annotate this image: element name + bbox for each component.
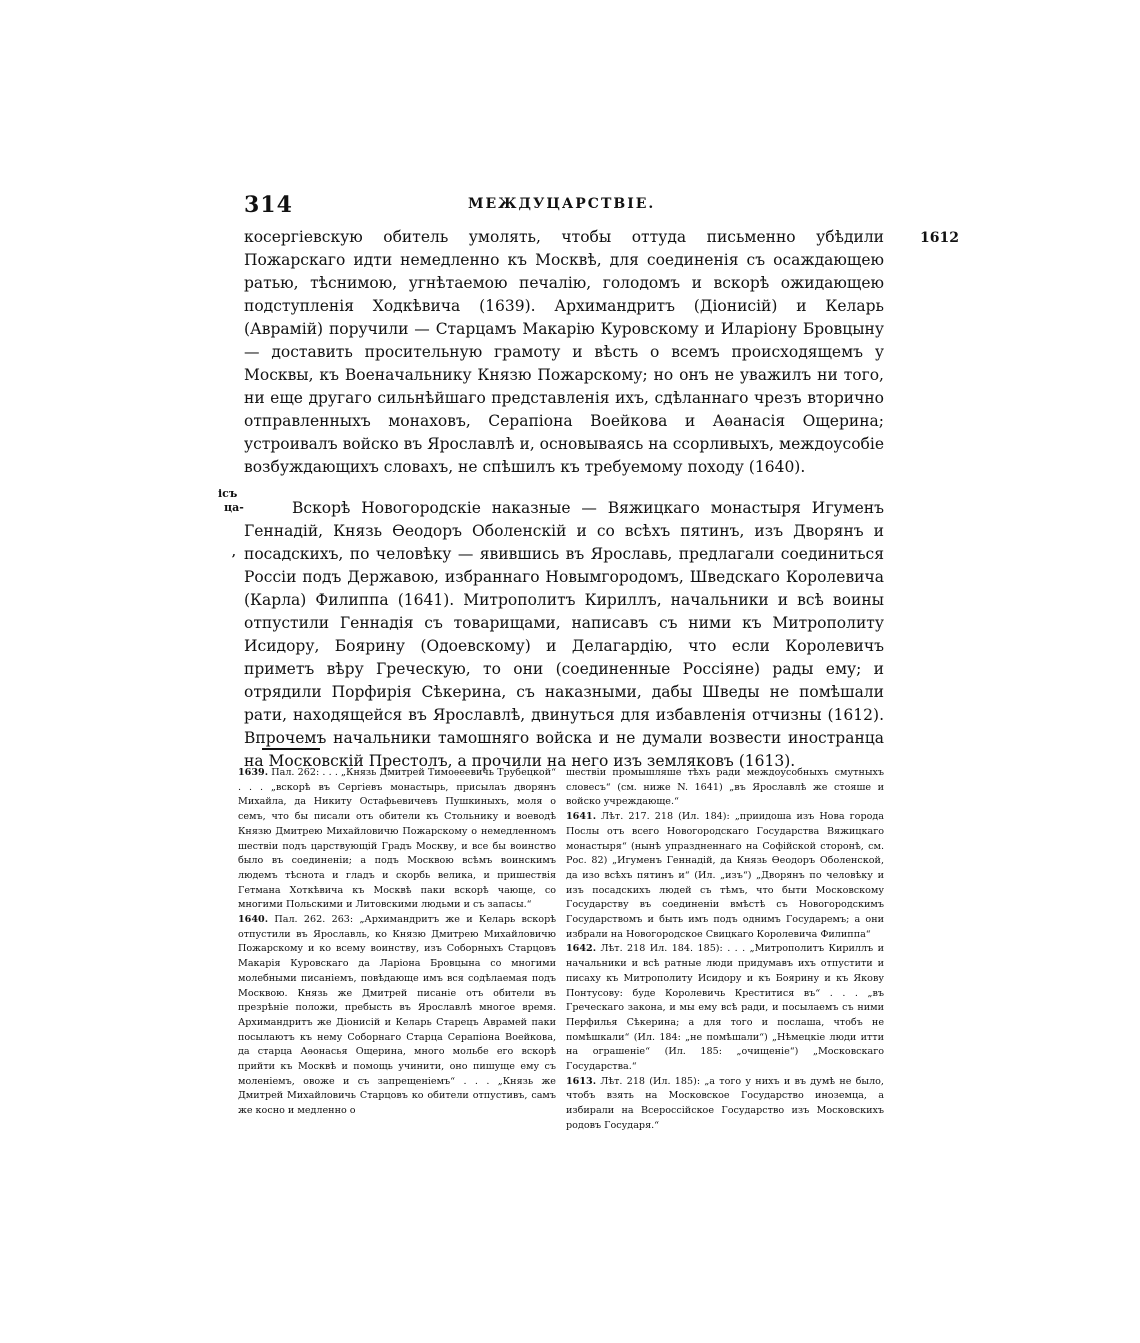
footnotes-right-column bbox=[566, 766, 884, 1134]
footnote-text: Пал. 262: . . . „Князь Дмитрей Тимоѳеевичь Трубецкой“ . . . „вскорѣ въ Сергіевъ монастырь, присылаъ дворянъ Михайла, да Никиту Остафьевичевъ Пушкиныхъ, моля о семъ, что бы писали отъ обители къ Стольнику и воеводѣ Князю Дмитрею Михайловичю Пожарскому о немедленномъ шествіи подъ царствующій Градъ Москву, и все бы воинство было въ соединеніи; а подъ Москвою всѣмъ воинскимъ людемъ тѣснота и гладъ и скорбь велика, и пришествія Гетмана Хоткѣвича къ Москвѣ паки вскорѣ чающе, со многими Польскими и Литовскими людьми и съ запасы.“ bbox=[238, 767, 556, 911]
footnote-number: 1613. bbox=[566, 1075, 597, 1087]
footnote-number: 1641. bbox=[566, 811, 597, 823]
footnote bbox=[566, 942, 884, 1074]
footnote-text: Лѣт. 218 Ил. 184. 185): . . . „Митрополитъ Кириллъ и начальники и всѣ ратные люди придумавъ ихъ отпустити и писаху къ Митрополиту Исидору и къ Боярину и къ Якову Понтусову: буде Королевичь Креститися въ“ . . . „въ Греческаго закона, и мы ему всѣ ради, и посылаемъ съ ними Перфилья Сѣкерина; а для того и послаша, чтобъ не помѣшкали“ (Ил. 184: „не помѣшали“) „Нѣмецкіе люди итти на ограшеніе“ (Ил. 185: „очищеніе“) „Московскаго Государства.“ bbox=[566, 943, 884, 1073]
main-paragraph: косергіевскую обитель умолять, чтобы оттуда письменно убѣдили Пожарскаго идти немедленно къ Москвѣ, для соединенія съ осаждающею ратью, тѣснимою, угнѣтаемою печалію, голодомъ и вскорѣ ожидающею подступленія Ходкѣвича (1639). Архимандритъ (Діонисій) и Келарь (Аврамій) поручили — Старцамъ Макарію Куровскому и Иларіону Бровцыну — доставить просительную грамоту и вѣсть о всемъ происходящемъ у Москвы, къ Военачальнику Князю Пожарскому; но онъ не уважилъ ни того, ни еще другаго сильнѣйшаго представленія ихъ, сдѣланнаго чрезъ вторично отправленныхъ монаховъ, Серапіона Воейкова и Аѳанасія Ощерина; устроивалъ войско въ Ярославлѣ и, основываясь на ссорливыхъ, междоусобіе возбуждающихъ словахъ, не спѣшилъ къ требуемому походу (1640). bbox=[244, 228, 884, 476]
margin-year: 1612 bbox=[920, 230, 959, 246]
main-paragraph: Вскорѣ Новогородскіе наказные — Вяжицкаго монастыря Игуменъ Геннадій, Князь Ѳеодоръ Оболенскій и со всѣхъ пятинъ, изъ Дворянъ и посадскихъ, по человѣку — явившись въ Ярославь, предлагали соединиться Россіи подъ Державою, избраннаго Новымгородомъ, Шведскаго Королевича (Карла) Филиппа (1641). Митрополитъ Кириллъ, начальники и всѣ воины отпустили Геннадія съ товарищами, написавъ съ ними къ Митрополиту Исидору, Боярину (Одоевскому) и Делагардію, что если Королевичъ приметъ вѣру Греческую, то они (соединенные Россіяне) рады ему; и отрядили Порфирія Сѣкерина, съ наказными, дабы Шведы не помѣшали рати, находящейся въ Ярославлѣ, двинуться для избавленія отчизны (1612). Впрочемъ начальники тамошняго войска и не думали возвести иностранца на Московскій Престолъ, а прочили на него изъ земляковъ (1613). bbox=[244, 499, 884, 770]
footnote-divider bbox=[262, 748, 320, 750]
footnote-text: Пал. 262. 263: „Архимандритъ же и Келарь вскорѣ отпустили въ Ярославль, ко Князю Дмитрею Михайловичю Пожарскому и ко всему воинству, изъ Соборныхъ Старцовъ Макарія Куровскаго да Ларіона Бровцына со многими молебными писаніемъ, повѣдающе имъ вся содѣлаемая подъ Москвою. Князь же Дмитрей писаніе отъ обители въ презрѣніе положи, пребысть въ Ярославлѣ многое время. Архимандритъ же Діонисій и Келарь Старецъ Аврамей паки посылаютъ къ нему Соборнаго Старца Серапіона Воейкова, да старца Аѳонасья Ощерина, много мольбе его вскорѣ прийти къ Москвѣ и помощь учинити, оно пишуще ему съ моленіемъ, овоже и съ запрещеніемъ“ . . . „Князь же Дмитрей Михайловичь Старцовъ ко обители отпустивъ, самъ же косно и медленно о bbox=[238, 914, 556, 1117]
footnote-number: 1642. bbox=[566, 943, 597, 955]
footnote bbox=[238, 913, 556, 1119]
footnote-text: Лѣт. 218 (Ил. 185): „а того у нихъ и въ думѣ не было, чтобъ взять на Московское Государство иноземца, а избирали на Всероссійское Государство изъ Московскихъ родовъ Государя.“ bbox=[566, 1075, 884, 1131]
running-head: МЕЖДУЦАРСТВІЕ. bbox=[468, 196, 656, 212]
footnote bbox=[566, 810, 884, 942]
footnote-number: 1640. bbox=[238, 914, 269, 926]
page-number: 314 bbox=[244, 192, 293, 218]
footnote bbox=[566, 1075, 884, 1134]
main-text bbox=[244, 226, 884, 773]
footnote bbox=[238, 766, 556, 913]
footnote-number: 1639. bbox=[238, 767, 269, 778]
footnote-text: Лѣт. 217. 218 (Ил. 184): „приидоша изъ Нова города Послы отъ всего Новогородскаго Государства Вяжицкаго монастыря“ (нынѣ упраздненнаго на Софійской сторонѣ, см. Рос. 82) „Игуменъ Геннадій, да Князь Ѳеодоръ Оболенской, да изо всѣхъ пятинъ и“ (Ил. „изъ“) „Дворянъ по человѣку и изъ посадскихъ людей съ тѣмъ, что быти Московскому Государству въ соединеніи вмѣстѣ съ Новогородскимъ Государствомъ и быть имъ подъ однимъ Государемъ; а они избрали на Новогородское Свицкаго Королевича Филиппа“ bbox=[566, 811, 884, 940]
margin-fragment: ца- bbox=[224, 501, 244, 514]
footnotes-left-column bbox=[238, 766, 556, 1119]
margin-fragment: ісъ bbox=[218, 487, 238, 500]
footnote-text: шествіи промышляше тѣхъ ради междоусобныхъ смутныхъ словесъ“ (см. ниже N. 1641) „въ Ярославлѣ же стояше и войско учреждающе.“ bbox=[566, 767, 884, 808]
margin-fragment: , bbox=[232, 546, 236, 559]
page-header bbox=[244, 192, 884, 218]
footnote-continuation bbox=[566, 766, 884, 810]
